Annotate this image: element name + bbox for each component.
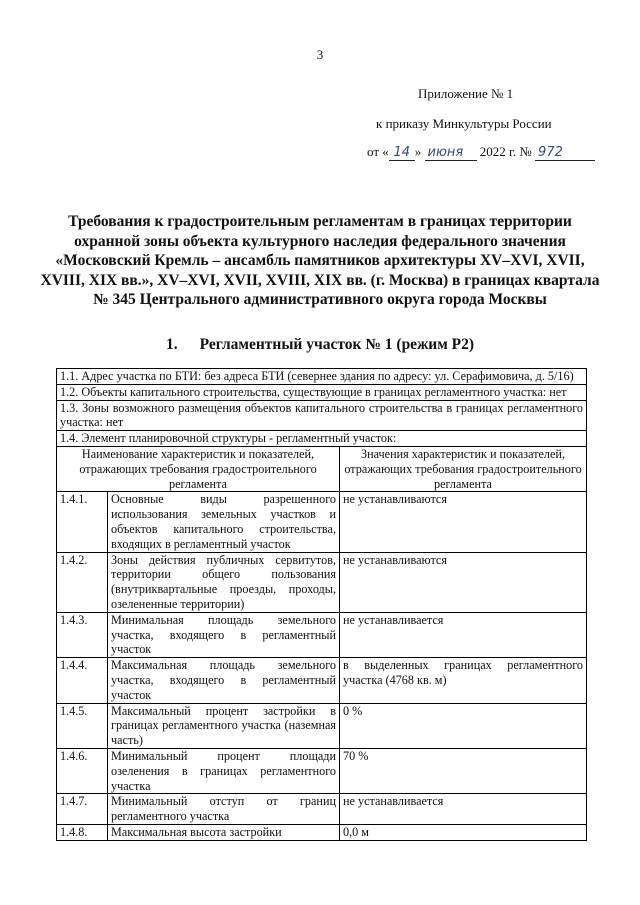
row-name: Максимальная площадь земельного участка, входящего в регламентный участок (108, 658, 340, 703)
appendix-label: Приложение № 1 (418, 86, 514, 101)
row-value: в выделенных границах регламентного участка (4768 кв. м) (340, 658, 587, 703)
table-row (57, 431, 587, 447)
table-row (57, 703, 587, 748)
row-zones: 1.3. Зоны возможного размещения объектов капитального строительства в границах регламентного участка: нет (57, 400, 587, 431)
column-header-value: Значения характеристик и показателей, отражающих требования градостроительного регламента (340, 446, 587, 491)
row-number: 1.4.7. (57, 794, 108, 825)
row-number: 1.4.3. (57, 612, 108, 657)
row-number: 1.4.5. (57, 703, 108, 748)
row-value: не устанавливаются (340, 492, 587, 552)
row-value: 70 % (340, 748, 587, 793)
page-number: 3 (316, 47, 324, 62)
row-value: не устанавливается (340, 612, 587, 657)
row-name: Минимальная площадь земельного участка, входящего в регламентный участок (108, 612, 340, 657)
table-row (57, 824, 587, 840)
column-header-name: Наименование характеристик и показателей, отражающих требования градостроительного регламента (57, 446, 340, 491)
table-row (57, 492, 587, 552)
table-row (57, 552, 587, 612)
handwritten-order-number: 972 (535, 145, 595, 161)
table-row (57, 658, 587, 703)
table-row (57, 369, 587, 385)
row-number: 1.4.6. (57, 748, 108, 793)
table-header-row (57, 446, 587, 491)
date-mid: » (414, 144, 422, 159)
row-name: Минимальный процент площади озеленения в границах регламентного участка (108, 748, 340, 793)
table-row (57, 794, 587, 825)
row-objects: 1.2. Объекты капитального строительства, существующие в границах регламентного участка: нет (57, 384, 587, 400)
handwritten-day: 14 (389, 145, 415, 161)
row-number: 1.4.8. (57, 824, 108, 840)
section-heading (0, 336, 640, 354)
row-value: не устанавливается (340, 794, 587, 825)
row-value: не устанавливаются (340, 552, 587, 612)
row-number: 1.4.2. (57, 552, 108, 612)
table-row (57, 384, 587, 400)
table-row (57, 612, 587, 657)
date-prefix: от « (367, 144, 389, 159)
row-number: 1.4.4. (57, 658, 108, 703)
order-date-line (367, 144, 595, 161)
table-row (57, 748, 587, 793)
date-year: 2022 г. № (479, 144, 532, 159)
handwritten-month: июня (425, 145, 477, 161)
regulation-table (56, 368, 587, 841)
row-element: 1.4. Элемент планировочной структуры - регламентный участок: (57, 431, 587, 447)
row-name: Минимальный отступ от границ регламентного участка (108, 794, 340, 825)
document-title: Требования к градостроительным регламентам в границах территории охранной зоны объекта культурного наследия федерального значения «Московский Кремль – ансамбль памятников архитектуры XV–XVI, XVII, XVIII, XIX вв.», XV–XVI, XVII, XVIII, XIX вв. (г. Москва) в границах квартала № 345 Центрального административного округа города Москвы (40, 213, 600, 308)
section-number: 1. (165, 336, 178, 353)
table-row (57, 400, 587, 431)
row-name: Максимальная высота застройки (108, 824, 340, 840)
row-number: 1.4.1. (57, 492, 108, 552)
row-name: Зоны действия публичных сервитутов, территории общего пользования (внутриквартальные проезды, проходы, озелененные территории) (108, 552, 340, 612)
row-value: 0 % (340, 703, 587, 748)
row-value: 0,0 м (340, 824, 587, 840)
row-address: 1.1. Адрес участка по БТИ: без адреса БТИ (севернее здания по адресу: ул. Серафимовича, д. 5/16) (57, 369, 587, 385)
row-name: Основные виды разрешенного использования земельных участков и объектов капитального строительства, входящих в регламентный участок (108, 492, 340, 552)
order-label: к приказу Минкультуры России (376, 116, 552, 131)
section-title: Регламентный участок № 1 (режим Р2) (199, 336, 475, 353)
row-name: Максимальный процент застройки в границах регламентного участка (наземная часть) (108, 703, 340, 748)
